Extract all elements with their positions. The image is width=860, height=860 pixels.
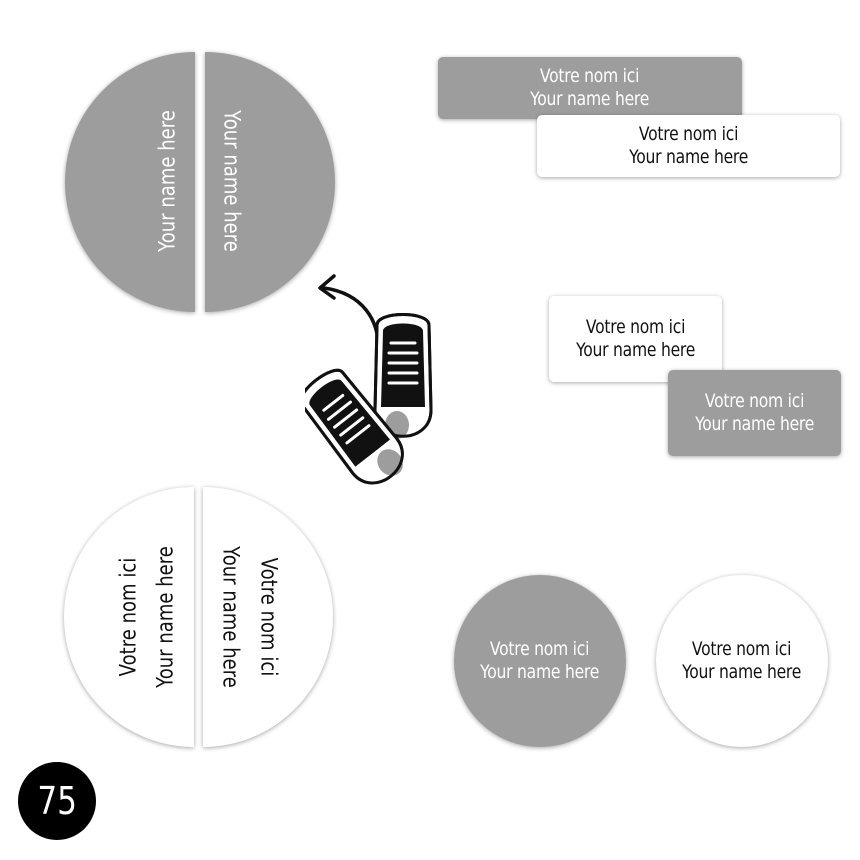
- label-en: Your name here: [218, 110, 244, 252]
- rect-label-white-top: [537, 115, 840, 177]
- circle-label-white: [656, 575, 828, 747]
- label-en: Your name here: [480, 661, 600, 683]
- label-fr: Votre nom ici: [704, 389, 805, 412]
- label-en: Your name here: [575, 339, 695, 361]
- label-fr: Votre nom ici: [490, 637, 590, 660]
- label-fr: Votre nom ici: [638, 122, 739, 145]
- badge-number: 75: [37, 779, 77, 823]
- label-en: Your name here: [217, 546, 243, 688]
- label-en: Your name here: [530, 88, 650, 110]
- label-fr: Votre nom ici: [585, 315, 686, 338]
- rect-label-gray-top: [438, 57, 742, 119]
- label-fr: Votre nom ici: [692, 637, 792, 660]
- rect-label-gray-middle: [668, 370, 841, 456]
- label-en: Your name here: [155, 110, 181, 252]
- label-fr: Votre nom ici: [255, 557, 281, 677]
- label-en: Your name here: [694, 413, 814, 435]
- quantity-badge: [18, 762, 96, 840]
- circle-label-gray: [454, 575, 626, 747]
- label-en: Your name here: [682, 661, 802, 683]
- label-fr: Votre nom ici: [540, 64, 640, 87]
- label-en: Your name here: [628, 146, 748, 168]
- label-fr: Votre nom ici: [116, 557, 142, 677]
- sneakers-icon: [305, 310, 465, 495]
- label-en: Your name here: [153, 546, 179, 688]
